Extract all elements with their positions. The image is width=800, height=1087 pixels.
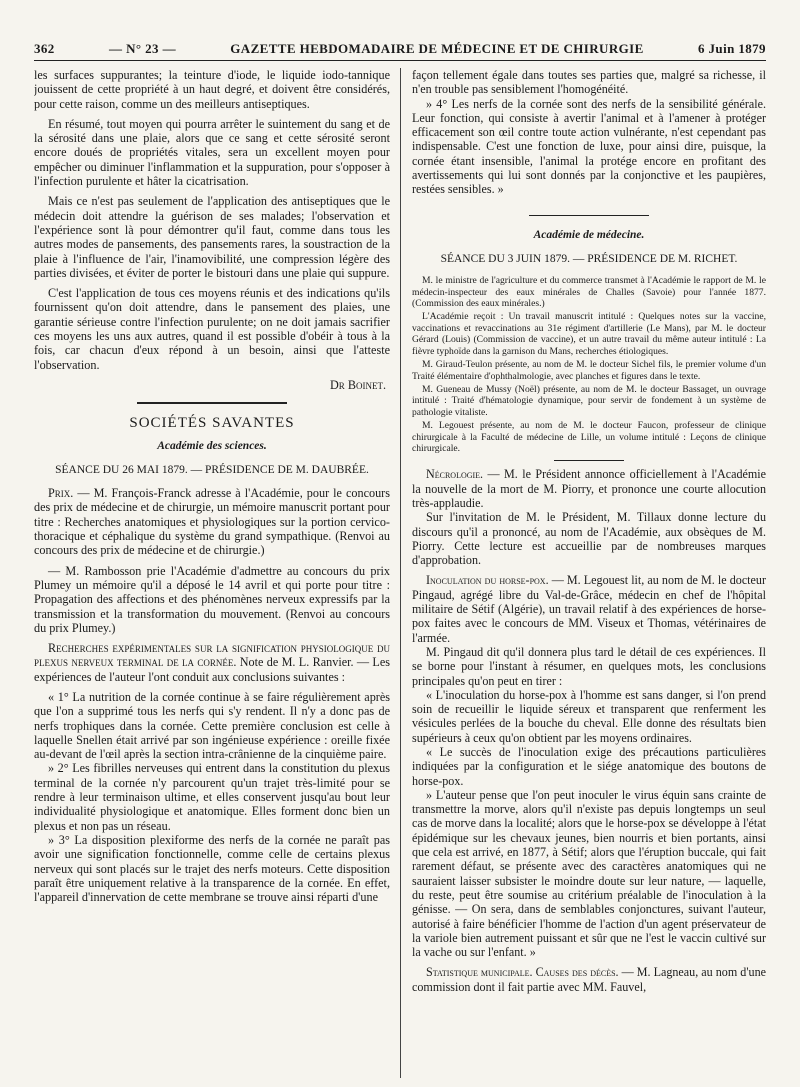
inoculation-paragraph	[412, 573, 766, 644]
section-rule	[529, 215, 649, 216]
quote-1: « L'inoculation du horse-pox à l'homme est sans danger, si l'on prend soin de recueillir le liquide séreux et transparent que renferment les vésicules perlées de la bouche du cheval. Elle donne des résultats bien supérieurs à ceux qu'on obtient par les moyens ordinaires.	[412, 687, 766, 745]
academy-title: Académie de médecine.	[533, 228, 645, 241]
newspaper-page	[34, 38, 766, 1080]
author-signature: Dr Boinet.	[329, 377, 386, 392]
paragraph: façon tellement égale dans toutes ses parties que, malgré sa richesse, il n'en trouble pas sensiblement l'homogénéité.	[412, 68, 766, 97]
paragraph: C'est l'application de tous ces moyens réunis et des indications qu'ils fournissent qu'on doit attendre, dans le pansement des plaies, une garantie sérieuse contre l'infection purulente; on ne doit jamais sacrifier ces moyens les uns aux autres, quand il est possible d'obéir à tous à la fois, car chacun d'eux répond à un besoin, ainsi que l'atteste l'observation.	[34, 286, 390, 372]
section-title: SOCIÉTÉS SAVANTES	[129, 415, 295, 432]
statistique-label: Statistique municipale. Causes des décès.	[426, 965, 619, 980]
tillaux-paragraph: Sur l'invitation de M. le Président, M. Tillaux donne lecture du discours qu'il a prononcé, au nom de l'Académie, aux obsèques de M. Piorry. Cette lecture est accueillie par de nombreuses marques d'approbation.	[412, 510, 766, 568]
paragraph: les surfaces suppurantes; la teinture d'iode, le liquide iodo-tannique jouissent de cette propriété à un haut degré, et doivent être considérés, pour cette raison, comme un des meilleurs antiseptiques.	[34, 68, 390, 111]
prix-label: Prix.	[48, 486, 74, 501]
necrologie-text: — M. le Président annonce officiellement à l'Académie la nouvelle de la mort de M. Piorry, et prononce une courte allocution très-applaudie.	[412, 467, 766, 510]
necrologie-paragraph	[412, 467, 766, 510]
small-paragraph: M. le ministre de l'agriculture et du commerce transmet à l'Académie le rapport de M. le médecin-inspecteur des eaux minérales de Challes (Savoie) pour l'année 1877. (Commission des eaux minérales.)	[412, 275, 766, 310]
academy-title: Académie des sciences.	[157, 439, 267, 452]
conclusion-2: » 2° Les fibrilles nerveuses qui entrent dans la constitution du plexus terminal de la cornée n'y parcourent qu'un trajet très-limité pour se rendre à leur terminaison ultime, et elles conservent jusqu'au bout leur individualité physiologique et anatomique. Elles forment donc bien un plexus et non pas un réseau.	[34, 761, 390, 833]
seance-line: SÉANCE DU 3 JUIN 1879. — PRÉSIDENCE DE M. RICHET.	[440, 252, 738, 265]
right-column	[412, 68, 766, 1078]
necrologie-label: Nécrologie.	[426, 467, 484, 482]
small-paragraph: M. Legouest présente, au nom de M. le docteur Faucon, professeur de clinique chirurgicale à la Faculté de médecine de Lille, un volume intitulé : Leçons de clinique chirurgicale.	[412, 420, 766, 454]
issue-date: 6 Juin 1879	[697, 41, 766, 56]
quote-2: « Le succès de l'inoculation exige des précautions particulières indiquées par la configuration et le siége anatomique des boutons de horse-pox.	[412, 745, 766, 788]
issue-number: — N° 23 —	[109, 41, 176, 56]
section-rule	[137, 402, 287, 404]
section-rule	[554, 460, 624, 461]
inoculation-label: Inoculation du horse-pox.	[426, 573, 549, 588]
paragraph: En résumé, tout moyen qui pourra arrêter le suintement du sang et de la sérosité dans une plaie, alors que ce sang et cette sérosité seront encore doués de propriétés vitales, sera un excellent moyen pour empêcher ou diminuer l'inflammation et la suppuration, pour s'opposer à l'infection purulente et hâter la cicatrisation.	[34, 116, 390, 189]
prix-paragraph	[34, 486, 390, 557]
pingaud-paragraph: M. Pingaud dit qu'il donnera plus tard le détail de ces expériences. Il se borne pour l'instant à résumer, en quelques mots, les conclusions principales qu'on peut en tirer :	[412, 644, 766, 688]
prix-text: — M. François-Franck adresse à l'Académie, pour le concours des prix de médecine et de chirurgie, un mémoire manuscrit portant pour titre : Recherches anatomiques et physiologiques sur la portion cervico-thoracique et céphalique du système du grand sympathique. (Renvoi au concours des prix de médecine et de chirurgie.)	[34, 486, 390, 558]
left-column	[34, 68, 390, 1078]
conclusion-3: » 3° La disposition plexiforme des nerfs de la cornée ne paraît pas avoir une signification fonctionnelle, comme celle de certains plexus nerveux qui sont placés sur le trajet des nerfs moteurs. Cette disposition paraît être uniquement relative à la transparence de la cornée. En effet, l'appareil d'innervation de cette membrane se trouve ainsi réparti d'une	[34, 832, 390, 905]
recherches-label: Recherches expérimentales sur la signification physiologique du plexus nerveux terminal de la cornée.	[34, 641, 390, 670]
small-print-block	[412, 275, 766, 454]
rambosson-paragraph: — M. Rambosson prie l'Académie d'admettre au concours du prix Plumey un mémoire qu'il a déposé le 14 avril et qui porte pour titre : Propagation des affections et des phénomènes nerveux expressifs par la transmission et la transformation du mouvement. (Renvoi au concours du prix Plumey.)	[34, 563, 390, 635]
recherches-text: Note de M. L. Ranvier. — Les expériences de l'auteur l'ont conduit aux conclusions suivantes :	[34, 655, 390, 684]
journal-title: GAZETTE HEBDOMADAIRE DE MÉDECINE ET DE CHIRURGIE	[230, 41, 644, 56]
statistique-paragraph	[412, 965, 766, 994]
statistique-text: — M. Lagneau, au nom d'une commission dont il fait partie avec MM. Fauvel,	[412, 965, 766, 994]
small-paragraph: L'Académie reçoit : Un travail manuscrit intitulé : Quelques notes sur la vaccine, vaccinations et revaccinations au 31e régiment d'artillerie (Le Mans), par M. le docteur Gérard (Louis) (Commission de vaccine), et un autre travail du même auteur intitulé : La fièvre typhoïde dans la garnison du Mans, recherches étiologiques.	[412, 311, 766, 357]
inoculation-text: — M. Legouest lit, au nom de M. le docteur Pingaud, agrégé libre du Val-de-Grâce, médecin en chef de l'hôpital militaire de Sétif (Algérie), un travail relatif à des expériences de horse-pox faites avec le concours de MM. Viseux et Thomas, vétérinaires de l'armée.	[412, 573, 766, 645]
small-paragraph: M. Gueneau de Mussy (Noël) présente, au nom de M. le docteur Bassaget, un ouvrage intitulé : Traité d'hématologie dynamique, pour servir de fondement à un système de pathologie vitaliste.	[412, 383, 766, 418]
conclusion-4: » 4° Les nerfs de la cornée sont des nerfs de la sensibilité générale. Leur fonction, qui consiste à avertir l'animal et à l'amener à protéger efficacement son œil contre toute action vulnérante, n'est cependant pas indispensable. C'est une fonction de luxe, pour ainsi dire, puisque, la cornée étant insensible, l'animal la protége encore en profitant des avertissements qui lui sont donnés par la conjonctive et les paupières, restées sensibles. »	[412, 96, 766, 197]
column-divider	[400, 68, 401, 1078]
conclusion-1: « 1° La nutrition de la cornée continue à se faire régulièrement après que l'on a supprimé tous les nerfs qui s'y rendent. Il n'y a donc pas de nerfs trophiques dans la cornée. Cette première conclusion est celle à laquelle Snellen était arrivé par son ingénieuse expérience : oreille fixée au-devant de l'œil après la section intra-crânienne de la cinquième paire.	[34, 689, 390, 762]
ranvier-paragraph	[34, 641, 390, 684]
page-number: 362	[34, 41, 55, 56]
paragraph: Mais ce n'est pas seulement de l'application des antiseptiques que le médecin doit attendre la guérison de ses malades; l'observation et l'expérience sont là pour démontrer qu'il faut, comme dans tous les autres modes de pansements, des pansements rares, la soustraction de la plaie à l'influence de l'air, l'inamovibilité, une compression légère des parties divisées, et éviter de porter le bistouri dans une plaie qui suppure.	[34, 194, 390, 280]
quote-3: » L'auteur pense que l'on peut inoculer le virus équin sans crainte de transmettre la morve, alors qu'il n'existe pas depuis longtemps un seul cas de morve dans la localité; alors que le horse-pox se développe à l'état épidémique sur les chevaux jeunes, bien nourris et bien portants, ainsi que cela est arrivé, en 1877, à Sétif; alors que l'éruption buccale, qui fait rarement défaut, se présente avec des caractères anatomiques qui ne sauraient laisser subsister le moindre doute sur leur nature, — laquelle, du reste, peut être soumise au critérium préalable de l'inoculation à la génisse. — On sera, dans de semblables conjonctures, suivant l'auteur, autorisé à faire bénéficier l'homme de l'action d'un agent préservateur de la variole bien autrement puissant et sûr que ne l'est le vaccin cultivé sur la vache ou sur l'enfant. »	[412, 787, 766, 960]
seance-line: SÉANCE DU 26 MAI 1879. — PRÉSIDENCE DE M. DAUBRÉE.	[55, 463, 369, 476]
small-paragraph: M. Giraud-Teulon présente, au nom de M. le docteur Sichel fils, le premier volume d'un Traité élémentaire d'ophthalmologie, avec planches et figures dans le texte.	[412, 359, 766, 382]
page-header	[34, 38, 766, 61]
